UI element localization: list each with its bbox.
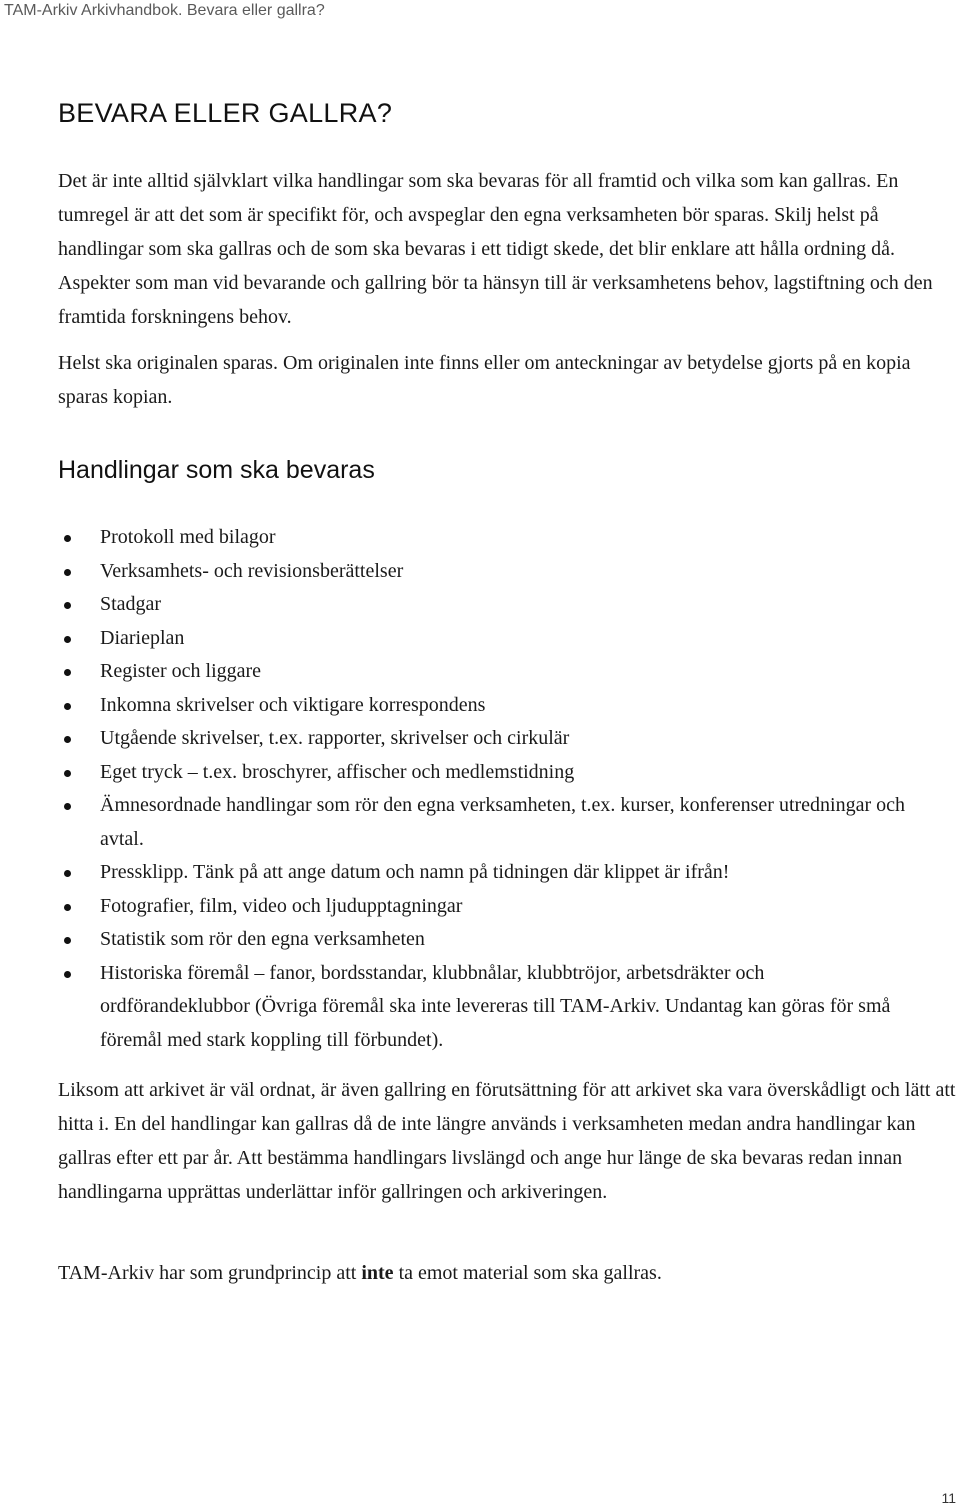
bullet-icon bbox=[64, 803, 71, 810]
list-item bbox=[58, 655, 918, 689]
bullet-icon bbox=[64, 770, 71, 777]
page-title: BEVARA ELLER GALLRA? bbox=[58, 98, 393, 128]
intro-paragraph-1: Det är inte alltid självklart vilka handlingar som ska bevaras för all framtid och vilka som kan gallras. En tumregel är att det som är specifikt för, och avspeglar den egna verksamheten bör sparas. Skilj helst på handlingar som ska gallras och de som ska bevaras i ett tidigt skede, det blir enklare att hålla ordning då. Aspekter som man vid bevarande och gallring bör ta hänsyn till är verksamhetens behov, lagstiftning och den framtida forskningens behov. bbox=[58, 170, 933, 328]
list-item bbox=[58, 588, 918, 622]
bullet-icon bbox=[64, 535, 71, 542]
list-item bbox=[58, 722, 918, 756]
list-item bbox=[58, 622, 918, 656]
bullet-icon bbox=[64, 870, 71, 877]
list-item-text: Pressklipp. Tänk på att ange datum och namn på tidningen där klippet är ifrån! bbox=[100, 861, 730, 883]
list-item bbox=[58, 689, 918, 723]
list-item-text: Eget tryck – t.ex. broschyrer, affischer och medlemstidning bbox=[100, 760, 575, 783]
bullet-icon bbox=[64, 602, 71, 609]
bullet-icon bbox=[64, 636, 71, 643]
bullet-icon bbox=[64, 703, 71, 710]
list-item bbox=[58, 890, 918, 924]
running-header: TAM-Arkiv Arkivhandbok. Bevara eller gallra? bbox=[4, 2, 325, 19]
list-item bbox=[58, 957, 918, 1058]
list-item bbox=[58, 555, 918, 589]
bullet-icon bbox=[64, 736, 71, 743]
list-item-text: Register och liggare bbox=[100, 660, 262, 682]
bullet-icon bbox=[64, 904, 71, 911]
list-item bbox=[58, 923, 918, 957]
list-item bbox=[58, 521, 918, 555]
list-item bbox=[58, 856, 918, 890]
list-item-text: Ämnesordnade handlingar som rör den egna verksamheten, t.ex. kurser, konferenser utredningar och avtal. bbox=[100, 794, 906, 850]
list-item bbox=[58, 756, 918, 790]
list-item-text: Historiska föremål – fanor, bordsstandar, klubbnålar, klubbtröjor, arbetsdräkter och ordförandeklubbor (Övriga föremål ska inte levereras till TAM-Arkiv. Undantag kan göras för små föremål med stark koppling till förbundet). bbox=[100, 961, 891, 1051]
closing-text-end: ta emot material som ska gallras. bbox=[393, 1262, 662, 1284]
list-item-text: Inkomna skrivelser och viktigare korrespondens bbox=[100, 693, 486, 716]
emphasis-inte: inte bbox=[361, 1262, 394, 1284]
intro-paragraph-2: Helst ska originalen sparas. Om originalen inte finns eller om anteckningar av betydelse gjorts på en kopia sparas kopian. bbox=[58, 352, 911, 408]
list-item-text: Diarieplan bbox=[100, 626, 185, 649]
section-title: Handlingar som ska bevaras bbox=[58, 456, 375, 484]
list-item-text: Statistik som rör den egna verksamheten bbox=[100, 928, 425, 950]
bullet-icon bbox=[64, 971, 71, 978]
list-item-text: Protokoll med bilagor bbox=[100, 526, 276, 548]
closing-text-start: TAM-Arkiv har som grundprincip att bbox=[58, 1262, 362, 1284]
list-item-text: Utgående skrivelser, t.ex. rapporter, skrivelser och cirkulär bbox=[100, 727, 570, 749]
list-item-text: Fotografier, film, video och ljudupptagningar bbox=[100, 894, 463, 917]
preserve-list bbox=[58, 521, 918, 1057]
list-item-text: Stadgar bbox=[100, 593, 162, 615]
closing-paragraph-1: Liksom att arkivet är väl ordnat, är även gallring en förutsättning för att arkivet ska vara överskådligt och lätt att hitta i. En del handlingar kan gallras då de inte längre används i verksamheten medan andra handlingar kan gallras efter ett par år. Att bestämma handlingars livslängd och ange hur länge de ska bevaras redan innan handlingarna upprättas underlättar inför gallringen och arkiveringen. bbox=[58, 1079, 956, 1203]
closing-paragraph-2 bbox=[58, 1256, 960, 1290]
bullet-icon bbox=[64, 937, 71, 944]
bullet-icon bbox=[64, 669, 71, 676]
list-item bbox=[58, 789, 918, 856]
list-item-text: Verksamhets- och revisionsberättelser bbox=[100, 559, 404, 582]
page-number: 11 bbox=[941, 1490, 956, 1506]
bullet-icon bbox=[64, 569, 71, 576]
